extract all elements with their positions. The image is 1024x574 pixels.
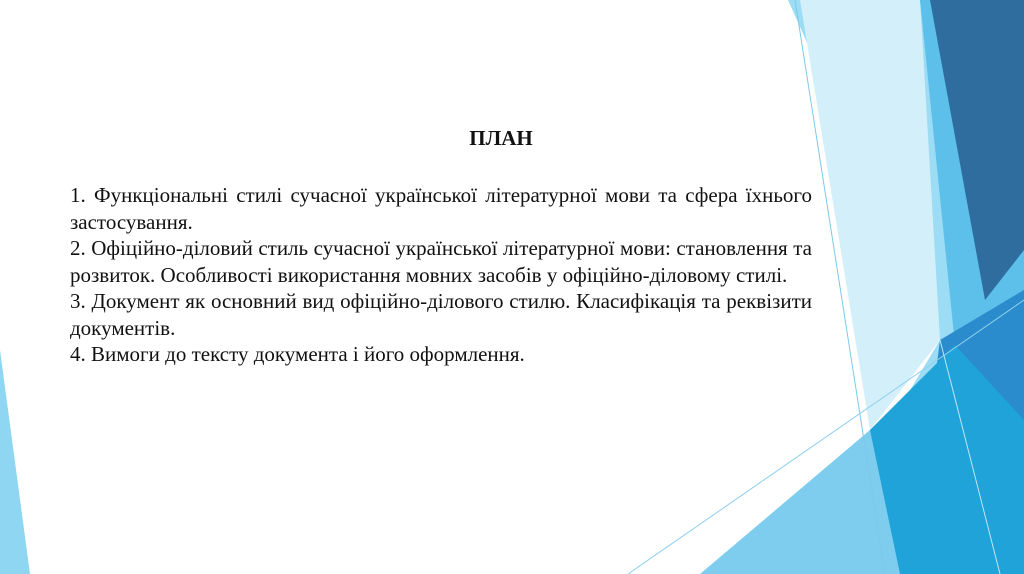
plan-item-1: 1. Функціональні стилі сучасної української літературної мови та сфера їхнього застосування. <box>70 183 812 234</box>
plan-list <box>70 182 812 368</box>
plan-item-2: 2. Офіційно-діловий стиль сучасної української літературної мови: становлення та розвиток. Особливості використання мовних засобів у офіційно-діловому стилі. <box>70 236 812 287</box>
plan-item-3: 3. Документ як основний вид офіційно-ділового стилю. Класифікація та реквізити документів. <box>70 289 812 340</box>
plan-content <box>70 124 812 368</box>
light-lower-facet <box>700 430 900 574</box>
left-edge-triangle <box>0 350 30 574</box>
pale-facet <box>800 0 940 430</box>
slide-title: ПЛАН <box>469 126 533 150</box>
plan-item-4: 4. Вимоги до тексту документа і його оформлення. <box>70 342 525 366</box>
